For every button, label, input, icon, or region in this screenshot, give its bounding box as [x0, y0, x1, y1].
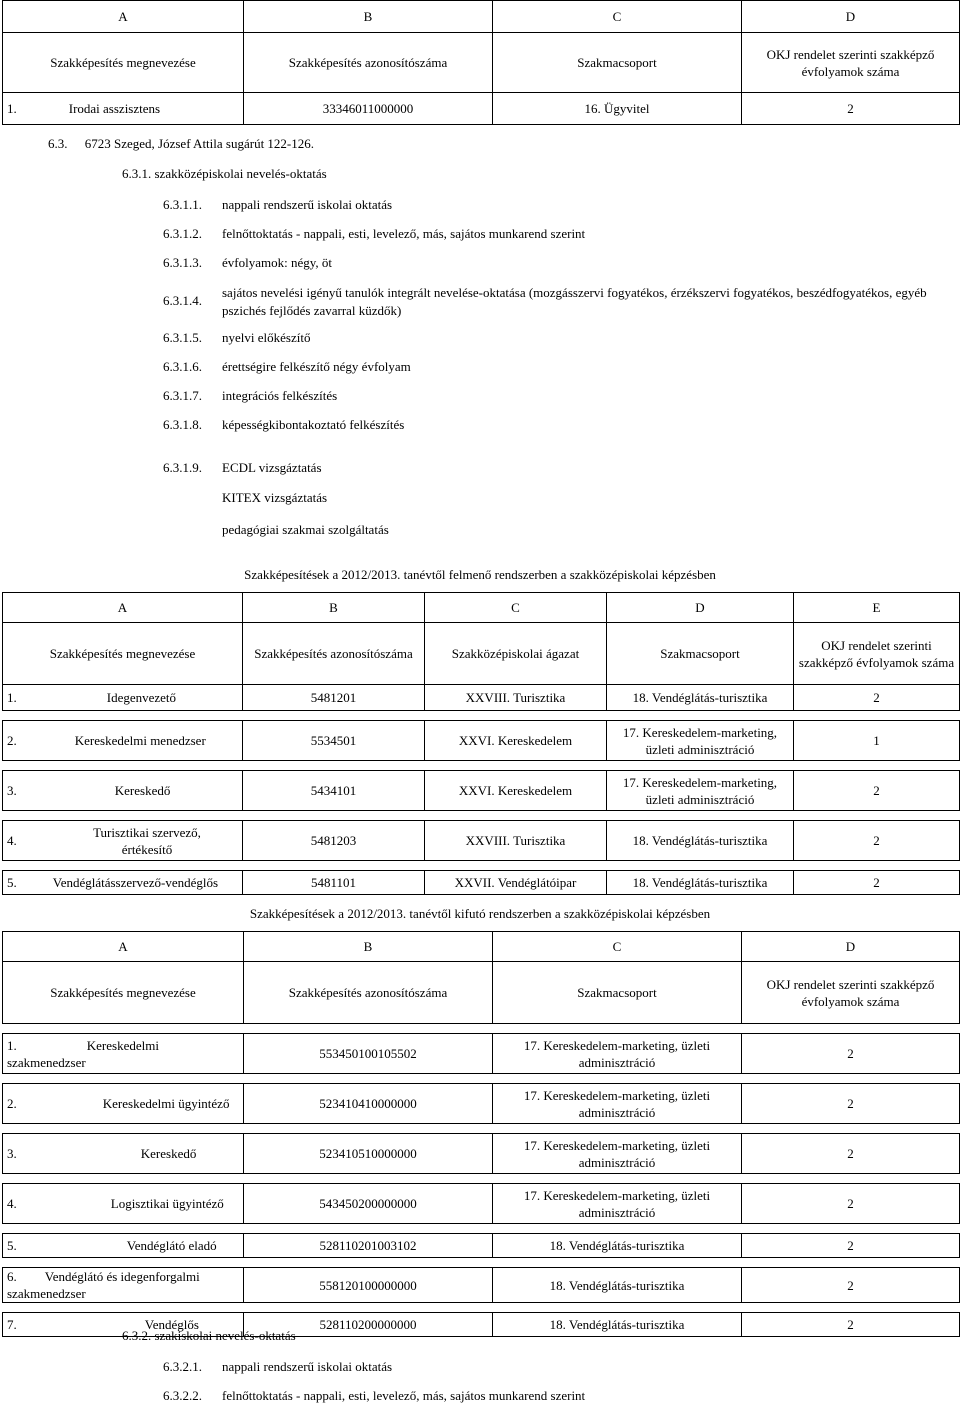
qualification-group: 18. Vendéglátás-turisztika: [607, 871, 794, 895]
qualification-years: 2: [742, 1134, 960, 1174]
column-header: Szakképesítés azonosítószáma: [244, 33, 493, 93]
col-letter: E: [794, 593, 960, 623]
qualification-group: 17. Kereskedelem-marketing, üzleti adminisztráció: [493, 1034, 742, 1074]
col-letter: C: [493, 1, 742, 33]
site-address: 6723 Szeged, József Attila sugárút 122-126.: [84, 136, 315, 151]
table-row: [3, 685, 960, 711]
column-header: Szakképesítés azonosítószáma: [244, 962, 493, 1024]
qualification-id: 543450200000000: [244, 1184, 493, 1224]
table-row: [3, 1134, 960, 1174]
item-code: 6.3.1.5.: [163, 330, 202, 345]
column-header: Szakképesítés megnevezése: [3, 33, 244, 93]
item-code: 6.3.1.4.: [163, 293, 202, 308]
qualification-years: 2: [742, 93, 960, 125]
row-number: 5.: [7, 875, 17, 890]
qualification-years: 2: [794, 685, 960, 711]
row-number: 1.: [7, 690, 17, 705]
qualification-group: 17. Kereskedelem-marketing, üzleti adminisztráció: [493, 1084, 742, 1124]
qualification-name: Turisztikai szervező, értékesítő: [93, 824, 201, 857]
site-line: [48, 136, 314, 152]
qualification-branch: XXVI. Kereskedelem: [425, 771, 607, 811]
qualification-name: Logisztikai ügyintéző: [110, 1196, 224, 1211]
row-number: 4.: [7, 1196, 17, 1211]
item-code: 6.3.1.7.: [163, 388, 202, 403]
header-row: [3, 623, 960, 685]
row-number: 3.: [7, 783, 17, 798]
qualification-branch: XXVIII. Turisztika: [425, 685, 607, 711]
col-letter: A: [3, 593, 243, 623]
item-code: 6.3.2.1.: [163, 1359, 202, 1374]
col-letter: A: [3, 1, 244, 33]
qualification-group: 17. Kereskedelem-marketing, üzleti adminisztráció: [493, 1184, 742, 1224]
item-text: nyelvi előkészítő: [222, 330, 311, 345]
qualification-years: 2: [742, 1313, 960, 1337]
row-number: 4.: [7, 833, 17, 848]
qualification-years: 2: [742, 1034, 960, 1074]
col-letter: D: [742, 1, 960, 33]
row-number: 1.: [7, 101, 17, 116]
table-row: [3, 93, 960, 125]
table-2: [2, 592, 960, 895]
row-name: [3, 1268, 244, 1303]
qualification-name: Vendéglátó eladó: [126, 1238, 217, 1253]
item-text: ECDL vizsgáztatás: [222, 460, 322, 475]
table-1: [2, 0, 960, 125]
table-row: [3, 871, 960, 895]
qualification-name: Irodai asszisztens: [68, 101, 161, 116]
extra-line: pedagógiai szakmai szolgáltatás: [222, 522, 389, 537]
column-header: Szakközépiskolai ágazat: [425, 623, 607, 685]
item-text: felnőttoktatás - nappali, esti, levelező, más, sajátos munkarend szerint: [222, 1388, 586, 1403]
item-text: nappali rendszerű iskolai oktatás: [222, 197, 393, 212]
qualification-branch: XXVII. Vendéglátóipar: [425, 871, 607, 895]
qualification-id: 5481101: [243, 871, 425, 895]
item-code: 6.3.1.6.: [163, 359, 202, 374]
qualification-id: 5534501: [243, 721, 425, 761]
qualification-name: Vendéglátásszervező-vendéglős: [52, 875, 219, 890]
row-name: [3, 871, 243, 895]
col-letter: C: [493, 932, 742, 962]
item-text: képességkibontakoztató felkészítés: [222, 417, 405, 432]
qualification-group: 18. Vendéglátás-turisztika: [607, 685, 794, 711]
item-text: integrációs felkészítés: [222, 388, 338, 403]
table-row: [3, 771, 960, 811]
row-name: [3, 771, 243, 811]
row-name: [3, 1234, 244, 1258]
qualification-years: 2: [742, 1184, 960, 1224]
row-number: 6.: [7, 1269, 17, 1284]
col-letter: B: [243, 593, 425, 623]
qualification-years: 1: [794, 721, 960, 761]
row-number: 5.: [7, 1238, 17, 1253]
item-text: sajátos nevelési igényű tanulók integrált nevelése-oktatása (mozgásszervi fogyatékos, érzékszervi fogyatékos, beszédfogyatékos, egyéb pszichés fejlődés zavarral küzdők): [222, 285, 927, 318]
item-code: 6.3.2.2.: [163, 1388, 202, 1403]
qualification-group: 17. Kereskedelem-marketing, üzleti adminisztráció: [493, 1134, 742, 1174]
letter-row: [3, 932, 960, 962]
item-code: 6.3.1.3.: [163, 255, 202, 270]
column-header: Szakképesítés azonosítószáma: [243, 623, 425, 685]
qualification-id: 553450100105502: [244, 1034, 493, 1074]
qualification-id: 33346011000000: [244, 93, 493, 125]
col-letter: C: [425, 593, 607, 623]
qualification-id: 5481203: [243, 821, 425, 861]
table-3-caption: Szakképesítések a 2012/2013. tanévtől kifutó rendszerben a szakközépiskolai képzésben: [249, 906, 711, 921]
qualification-group: 16. Ügyvitel: [493, 93, 742, 125]
qualification-branch: XXVI. Kereskedelem: [425, 721, 607, 761]
row-number: 7.: [7, 1317, 17, 1332]
item-code: 6.3.1.2.: [163, 226, 202, 241]
qualification-id: 5434101: [243, 771, 425, 811]
table-row: [3, 1084, 960, 1124]
table-row: [3, 721, 960, 761]
letter-row: [3, 1, 960, 33]
qualification-name: Kereskedelmi menedzser: [74, 733, 206, 748]
qualification-name: Kereskedelmi ügyintéző: [102, 1096, 230, 1111]
letter-row: [3, 593, 960, 623]
qualification-group: 18. Vendéglátás-turisztika: [493, 1313, 742, 1337]
column-header: Szakképesítés megnevezése: [3, 623, 243, 685]
qualification-name: Idegenvezető: [106, 690, 177, 705]
header-row: [3, 33, 960, 93]
table-2-caption: Szakképesítések a 2012/2013. tanévtől felmenő rendszerben a szakközépiskolai képzésben: [244, 567, 716, 582]
col-letter: B: [244, 1, 493, 33]
table-3: [2, 931, 960, 1337]
col-letter: A: [3, 932, 244, 962]
qualification-name: Kereskedő: [114, 783, 171, 798]
row-name: [3, 721, 243, 761]
row-name: [3, 1134, 244, 1174]
qualification-name: Kereskedelmi szakmenedzser: [7, 1037, 159, 1070]
item-text: évfolyamok: négy, öt: [222, 255, 332, 270]
header-row: [3, 962, 960, 1024]
qualification-years: 2: [794, 771, 960, 811]
section-code: 6.3.1.: [122, 166, 152, 181]
column-header: OKJ rendelet szerinti szakképző évfolyamok száma: [794, 623, 960, 685]
table-row: [3, 1034, 960, 1074]
qualification-id: 523410410000000: [244, 1084, 493, 1124]
table-row: [3, 1184, 960, 1224]
column-header: OKJ rendelet szerinti szakképző évfolyamok száma: [742, 962, 960, 1024]
table-row: [3, 821, 960, 861]
row-name: [3, 1184, 244, 1224]
row-number: 3.: [7, 1146, 17, 1161]
item-text: érettségire felkészítő négy évfolyam: [222, 359, 411, 374]
column-header: Szakmacsoport: [493, 33, 742, 93]
item-text: nappali rendszerű iskolai oktatás: [222, 1359, 393, 1374]
site-code: 6.3.: [48, 136, 68, 151]
row-name: [3, 685, 243, 711]
row-name: [3, 1034, 244, 1074]
qualification-years: 2: [742, 1268, 960, 1303]
qualification-branch: XXVIII. Turisztika: [425, 821, 607, 861]
qualification-group: 18. Vendéglátás-turisztika: [493, 1268, 742, 1303]
qualification-group: 17. Kereskedelem-marketing, üzleti adminisztráció: [607, 771, 794, 811]
section-vocational: [122, 1328, 296, 1344]
section-title: szakközépiskolai nevelés-oktatás: [154, 166, 327, 181]
column-header: Szakmacsoport: [493, 962, 742, 1024]
column-header: Szakmacsoport: [607, 623, 794, 685]
item-code: 6.3.1.9.: [163, 460, 202, 475]
qualification-years: 2: [794, 871, 960, 895]
col-letter: B: [244, 932, 493, 962]
qualification-id: 528110201003102: [244, 1234, 493, 1258]
extra-line: KITEX vizsgáztatás: [222, 490, 328, 505]
row-number: 1.: [7, 1037, 17, 1053]
row-name: [3, 1084, 244, 1124]
qualification-group: 18. Vendéglátás-turisztika: [607, 821, 794, 861]
qualification-group: 17. Kereskedelem-marketing, üzleti adminisztráció: [607, 721, 794, 761]
section-secondary: [122, 166, 327, 182]
table-row: [3, 1234, 960, 1258]
item-code: 6.3.1.8.: [163, 417, 202, 432]
section-title: szakiskolai nevelés-oktatás: [154, 1328, 296, 1343]
row-name: [3, 93, 244, 125]
row-name: [3, 821, 243, 861]
col-letter: D: [607, 593, 794, 623]
section-code: 6.3.2.: [122, 1328, 152, 1343]
column-header: Szakképesítés megnevezése: [3, 962, 244, 1024]
qualification-id: 558120100000000: [244, 1268, 493, 1303]
column-header: OKJ rendelet szerinti szakképző évfolyamok száma: [742, 33, 960, 93]
item-code: 6.3.1.1.: [163, 197, 202, 212]
qualification-group: 18. Vendéglátás-turisztika: [493, 1234, 742, 1258]
col-letter: D: [742, 932, 960, 962]
row-number: 2.: [7, 1096, 17, 1111]
table-row: [3, 1268, 960, 1303]
qualification-name: Vendéglátó és idegenforgalmi szakmenedzser: [7, 1269, 200, 1301]
qualification-years: 2: [742, 1084, 960, 1124]
qualification-years: 2: [742, 1234, 960, 1258]
item-text: felnőttoktatás - nappali, esti, levelező, más, sajátos munkarend szerint: [222, 226, 586, 241]
qualification-name: Vendéglős: [144, 1317, 199, 1332]
row-number: 2.: [7, 733, 17, 748]
qualification-id: 523410510000000: [244, 1134, 493, 1174]
qualification-id: 5481201: [243, 685, 425, 711]
qualification-years: 2: [794, 821, 960, 861]
qualification-name: Kereskedő: [140, 1146, 197, 1161]
qualification-id: 528110200000000: [244, 1313, 493, 1337]
